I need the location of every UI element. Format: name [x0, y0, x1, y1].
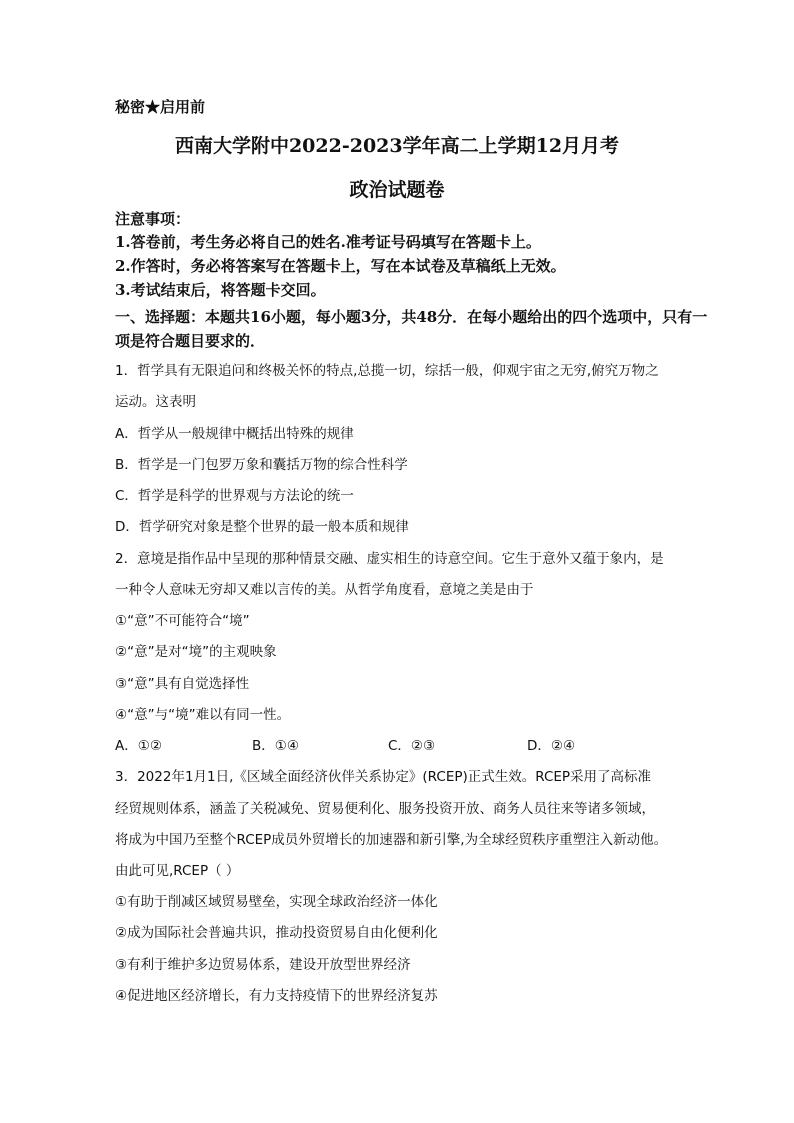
q2-option-c: C．②③	[388, 738, 436, 754]
q2-stem-line-1: 2．意境是指作品中呈现的那种情景交融、虚实相生的诗意空间。它生于意外又蕴于象内，是	[115, 551, 664, 567]
q2-option-a: A．①②	[115, 738, 162, 754]
q1-stem-line-2: 运动。这表明	[115, 394, 196, 410]
q3-statement-2: ②成为国际社会普遍共识，推动投资贸易自由化便利化	[115, 925, 438, 941]
exam-subtitle: 政治试题卷	[349, 179, 445, 201]
q2-option-d: D．②④	[527, 738, 576, 754]
q1-option-d: D．哲学研究对象是整个世界的最一般本质和规律	[115, 519, 409, 535]
section-instruction-line-1: 一、选择题：本题共16小题，每小题3分，共48分．在每小题给出的四个选项中，只有一	[115, 308, 708, 326]
notes-item-3: 3.考试结束后，将答题卡交回。	[115, 281, 326, 299]
notes-item-2: 2.作答时，务必将答案写在答题卡上，写在本试卷及草稿纸上无效。	[115, 257, 566, 275]
exam-title: 西南大学附中2022-2023学年高二上学期12月月考	[174, 135, 620, 157]
q3-stem-line-1: 3．2022年1月1日,《区域全面经济伙伴关系协定》(RCEP)正式生效。RCEP采用了高标准	[115, 769, 652, 785]
q2-statement-3: ③“意”具有自觉选择性	[115, 676, 250, 692]
q1-option-c: C．哲学是科学的世界观与方法论的统一	[115, 488, 354, 504]
q2-statement-4: ④“意”与“境”难以有同一性。	[115, 707, 291, 723]
q1-option-a: A．哲学从一般规律中概括出特殊的规律	[115, 426, 354, 442]
confidential-label: 秘密★启用前	[115, 98, 206, 116]
notes-item-1: 1.答卷前，考生务必将自己的姓名.准考证号码填写在答题卡上。	[115, 233, 541, 251]
q3-statement-3: ③有利于维护多边贸易体系，建设开放型世界经济	[115, 957, 411, 973]
q3-stem-line-2: 经贸规则体系，涵盖了关税减免、贸易便利化、服务投资开放、商务人员往来等诸多领域，	[115, 801, 655, 817]
q2-statement-1: ①“意”不可能符合“境”	[115, 613, 250, 629]
q2-stem-line-2: 一种令人意味无穷却又难以言传的美。从哲学角度看，意境之美是由于	[115, 582, 534, 598]
q3-statement-1: ①有助于削减区域贸易壁垒，实现全球政治经济一体化	[115, 894, 438, 910]
q1-option-b: B．哲学是一门包罗万象和囊括万物的综合性科学	[115, 457, 408, 473]
q2-option-b: B．①④	[252, 738, 299, 754]
notes-heading: 注意事项：	[115, 210, 191, 228]
q3-statement-4: ④促进地区经济增长，有力支持疫情下的世界经济复苏	[115, 988, 438, 1004]
q3-stem-line-4: 由此可见,RCEP（ ）	[115, 863, 240, 879]
q2-statement-2: ②“意”是对“境”的主观映象	[115, 644, 277, 660]
q1-stem-line-1: 1．哲学具有无限追问和终极关怀的特点,总揽一切，综括一般，仰观宇宙之无穷,俯究万物之	[115, 363, 659, 379]
section-instruction-line-2: 项是符合题目要求的．	[115, 332, 266, 350]
q3-stem-line-3: 将成为中国乃至整个RCEP成员外贸增长的加速器和新引擎,为全球经贸秩序重塑注入新动他。	[115, 832, 668, 848]
